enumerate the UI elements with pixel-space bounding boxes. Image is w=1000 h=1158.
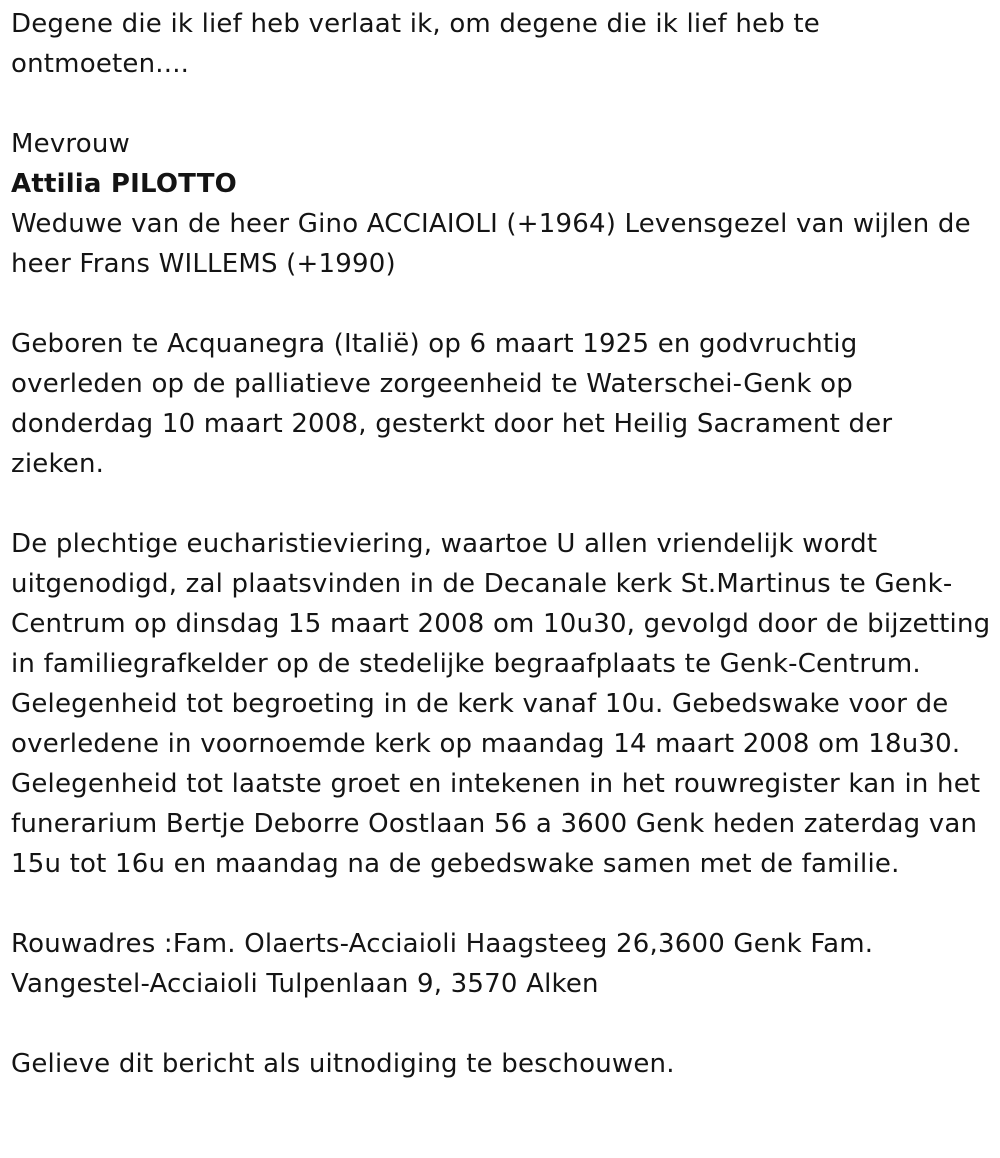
- ceremony-paragraph: De plechtige eucharistieviering, waartoe U allen vriendelijk wordt uitgenodigd, zal plaatsvinden in de Decanale kerk St.Martinus te Genk-Centrum op dinsdag 15 maart 2008 om 10u30, gevolgd door de bijzetting in familiegrafkelder op de stedelijke begraafplaats te Genk-Centrum. Gelegenheid tot begroeting in de kerk vanaf 10u. Gebedswake voor de overledene in voornoemde kerk op maandag 14 maart 2008 om 18u30. Gelegenheid tot laatste groet en intekenen in het rouwregister kan in het funerarium Bertje Deborre Oostlaan 56 a 3600 Genk heden zaterdag van 15u tot 16u en maandag na de gebedswake samen met de familie.: [11, 529, 991, 879]
- spacer: [11, 884, 993, 924]
- spacer: [11, 84, 993, 124]
- birth-death-paragraph: Geboren te Acquanegra (Italië) op 6 maart 1925 en godvruchtig overleden op de palliatieve zorgeenheid te Waterschei-Genk op donderdag 10 maart 2008, gesterkt door het Heilig Sacrament der zieken.: [11, 329, 893, 479]
- salutation: Mevrouw: [11, 129, 130, 159]
- obituary-text: [11, 4, 993, 1084]
- spacer: [11, 1004, 993, 1044]
- relations-paragraph: Weduwe van de heer Gino ACCIAIOLI (+1964) Levensgezel van wijlen de heer Frans WILLEMS (+1990): [11, 209, 971, 279]
- address-paragraph: Rouwadres :Fam. Olaerts-Acciaioli Haagsteeg 26,3600 Genk Fam. Vangestel-Acciaioli Tulpenlaan 9, 3570 Alken: [11, 929, 874, 999]
- spacer: [11, 484, 993, 524]
- opening-quote: Degene die ik lief heb verlaat ik, om degene die ik lief heb te ontmoeten....: [11, 9, 820, 79]
- spacer: [11, 284, 993, 324]
- closing-line: Gelieve dit bericht als uitnodiging te beschouwen.: [11, 1049, 675, 1079]
- deceased-name: Attilia PILOTTO: [11, 169, 237, 199]
